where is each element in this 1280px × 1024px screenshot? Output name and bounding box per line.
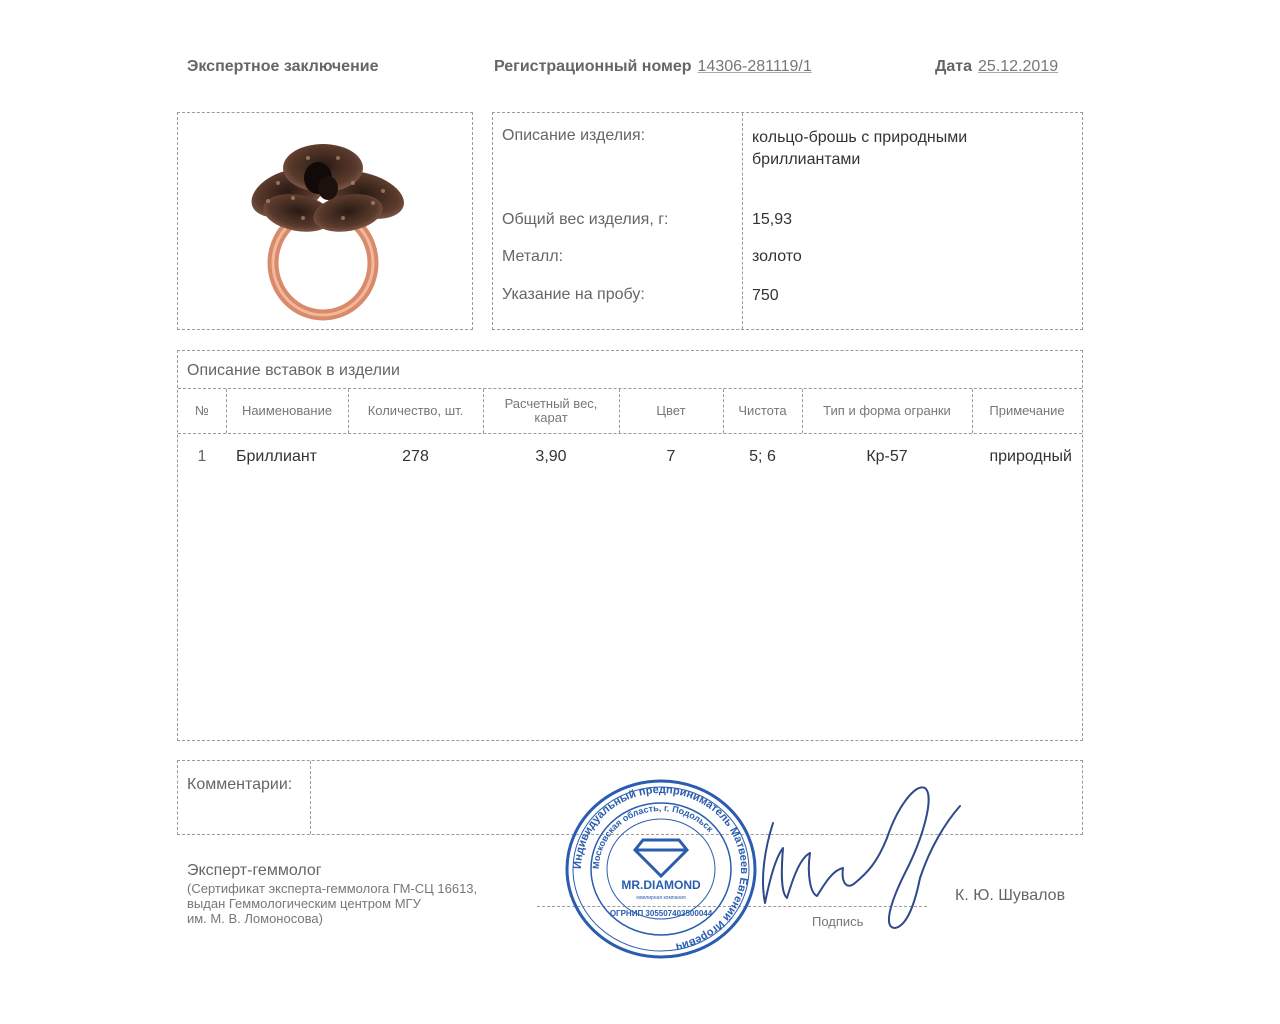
cell-name: Бриллиант [236, 448, 318, 465]
document-title: Экспертное заключение [187, 58, 379, 75]
cell-number: 1 [197, 448, 207, 465]
item-divider [742, 113, 743, 329]
item-photo-box [177, 112, 473, 330]
cell-quantity: 278 [402, 448, 429, 465]
expert-title: Эксперт-геммолог [187, 862, 322, 879]
date-value: 25.12.2019 [978, 58, 1059, 75]
cell-clarity: 5; 6 [749, 448, 776, 465]
column-header: Чистота [738, 402, 787, 418]
description-value-line1: кольцо-брошь с природными [752, 129, 968, 146]
column-header: № [195, 402, 209, 418]
metal-label: Металл: [502, 248, 564, 265]
column-header: Цвет [656, 402, 686, 418]
date-label: Дата [935, 58, 973, 75]
inserts-title: Описание вставок в изделии [187, 362, 400, 379]
metal-value: золото [752, 248, 802, 265]
comments-label: Комментарии: [187, 776, 293, 793]
cell-weight: 3,90 [535, 448, 567, 465]
flower-ring-photo-icon [178, 113, 472, 329]
registration-number [494, 58, 812, 76]
column-header: Наименование [241, 402, 333, 418]
column-header: Расчетный вес, карат [504, 395, 598, 425]
registration-label: Регистрационный номер [494, 58, 692, 75]
stamp-inner-text: Московская область, г. Подольск [590, 802, 716, 870]
stamp-ogrn: ОГРНИП 305507403500044 [609, 909, 713, 918]
company-stamp-icon [563, 778, 759, 960]
column-header: Тип и форма огранки [823, 402, 951, 418]
weight-label: Общий вес изделия, г: [502, 211, 669, 228]
stamp-outer-text: Индивидуальный предприниматель Матвеев Евгений Игоревич [571, 783, 751, 953]
comments-divider [310, 761, 311, 834]
certificate-line: (Сертификат эксперта-геммолога ГМ-СЦ 16613, [187, 881, 478, 896]
table-header-bottom-line [178, 433, 1082, 434]
column-header: Примечание [989, 402, 1065, 418]
stamp-brand: MR.DIAMOND [621, 878, 701, 892]
description-value-line2: бриллиантами [752, 151, 861, 168]
expert-certificate [187, 881, 477, 926]
cell-cut: Кр-57 [866, 448, 908, 465]
stamp-brand-sub: ювелирная компания [636, 895, 686, 901]
certificate-line: им. М. В. Ломоносова) [187, 911, 323, 926]
handwritten-signature-icon [755, 778, 970, 938]
expert-name: К. Ю. Шувалов [955, 887, 1066, 904]
registration-value: 14306-281119/1 [697, 58, 812, 75]
probe-value: 750 [752, 287, 779, 304]
cell-note: природный [989, 448, 1072, 465]
weight-value: 15,93 [752, 211, 793, 228]
certificate-line: выдан Геммологическим центром МГУ [187, 896, 421, 911]
description-label: Описание изделия: [502, 127, 646, 144]
signature-label: Подпись [812, 914, 864, 929]
date [935, 58, 1058, 76]
column-header: Количество, шт. [367, 402, 464, 418]
probe-label: Указание на пробу: [502, 286, 645, 303]
cell-color: 7 [666, 448, 676, 465]
